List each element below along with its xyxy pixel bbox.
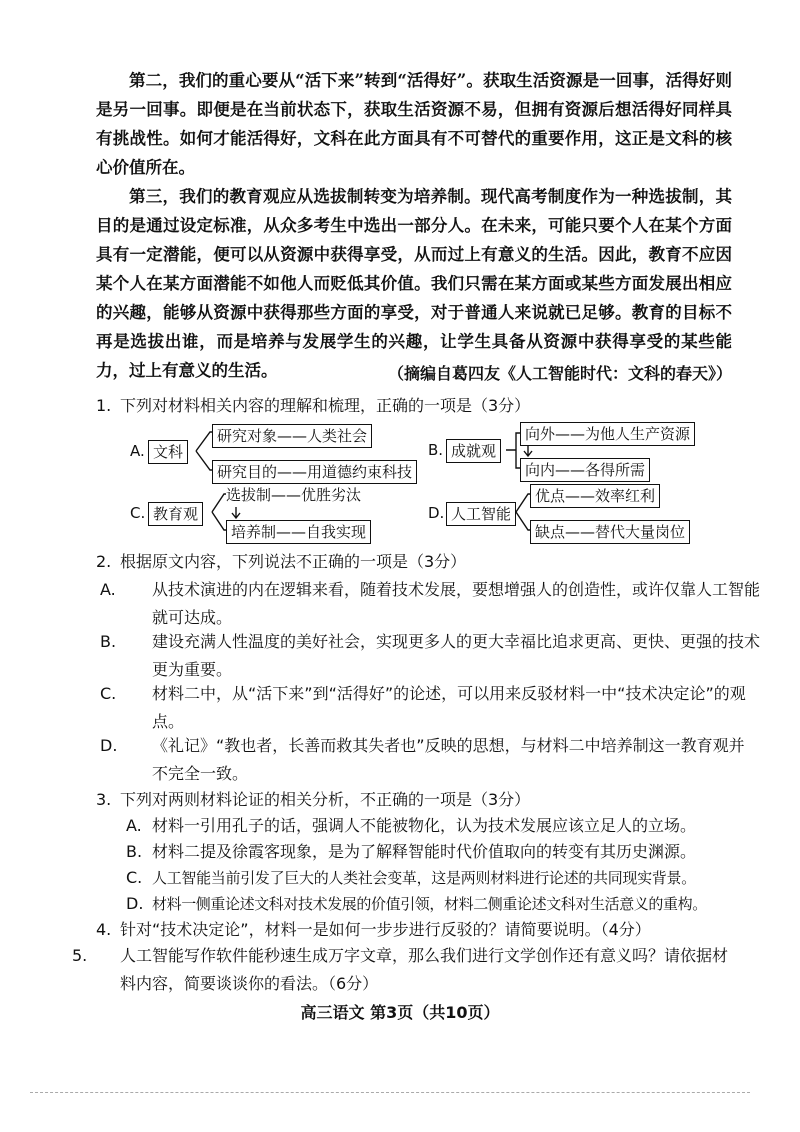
question-stem: 下列对两则材料论证的相关分析，不正确的一项是（3分） <box>120 790 531 809</box>
q3-option-c <box>126 864 734 892</box>
question-stem: 针对“技术决定论”，材料一是如何一步步进行反驳的？请简要说明。（4分） <box>120 920 651 939</box>
option-d-diagram <box>428 484 728 542</box>
top-box: 向外——为他人生产资源 <box>520 422 695 446</box>
question-number: 4. <box>96 920 112 939</box>
option-text: 材料一侧重论述文科对技术发展的价值引领，材料二侧重论述文科对生活意义的重构。 <box>152 895 707 913</box>
option-letter: C. <box>130 504 146 522</box>
concept-box: 文科 <box>148 440 188 464</box>
option-text: 材料二中，从“活下来”到“活得好”的论述，可以用来反驳材料一中“技术决定论”的观点。 <box>152 684 746 731</box>
page-footer: 高三语文 第3页（共10页） <box>300 1003 500 1022</box>
option-text: 《礼记》“教也者，长善而救其失者也”反映的思想，与材料二中培养制这一教育观并不完全一致。 <box>152 736 745 783</box>
question-2 <box>96 548 736 576</box>
option-text: 人工智能当前引发了巨大的人类社会变革，这是两则材料进行论述的共同现实背景。 <box>152 869 696 887</box>
option-text: 从技术演进的内在逻辑来看，随着技术发展，要想增强人的创造性，或许仅靠人工智能就可达成。 <box>152 580 761 627</box>
q2-option-c <box>100 680 760 736</box>
q3-option-a <box>126 812 734 840</box>
option-text: 建设充满人性温度的美好社会，实现更多人的更大幸福比追求更高、更快、更强的技术更为重要。 <box>152 632 761 679</box>
option-a-diagram <box>130 424 430 490</box>
question-number: 3. <box>96 790 112 809</box>
q3-option-d <box>126 890 734 918</box>
q2-option-b <box>100 628 761 684</box>
concept-box: 人工智能 <box>446 502 516 526</box>
paragraph-3: 第三，我们的教育观应从选拔制转变为培养制。现代高考制度作为一种选拔制，其目的是通过设定标准，从众多考生中选出一部分人。在未来，可能只要个人在某个方面具有一定潜能，便可以从资源中获得享受，从而过上有意义的生活。因此，教育不应因某个人在某方面潜能不如他人而贬低其价值。我们只需在某方面或某些方面发展出相应的兴趣，能够从资源中获得那些方面的享受，对于普通人来说就已足够。教育的目标不再是选拔出谁，而是培养与发展学生的兴趣，让学生具备从资源中获得享受的某些能力，过上有意义的生活。 <box>96 187 732 380</box>
option-letter: A. <box>130 442 145 460</box>
top-box: 优点——效率红利 <box>530 484 660 508</box>
concept-box: 教育观 <box>148 502 203 526</box>
question-3 <box>96 786 736 814</box>
question-number: 5. <box>72 946 88 965</box>
question-4 <box>96 916 736 944</box>
question-stem: 下列对材料相关内容的理解和梳理，正确的一项是（3分） <box>120 396 531 415</box>
option-letter: B. <box>126 842 143 861</box>
question-5 <box>72 942 736 998</box>
option-letter: A. <box>100 580 116 599</box>
question-stem: 根据原文内容，下列说法不正确的一项是（3分） <box>120 552 467 571</box>
option-b-diagram <box>428 422 728 492</box>
bottom-box: 培养制——自我实现 <box>226 520 371 544</box>
question-number: 1. <box>96 396 112 415</box>
option-text: 材料二提及徐霞客现象，是为了解释智能时代价值取向的转变有其历史渊源。 <box>152 842 697 861</box>
page-divider <box>30 1092 750 1093</box>
paragraph-2: 第二，我们的重心要从“活下来”转到“活得好”。获取生活资源是一回事，活得好则是另一回事。即便是在当前状态下，获取生活资源不易，但拥有资源后想活得好同样具有挑战性。如何才能活得好，文科在此方面具有不可替代的重要作用，这正是文科的核心价值所在。 <box>96 71 732 177</box>
option-letter: A. <box>126 816 142 835</box>
q2-option-a <box>100 576 761 632</box>
option-letter: D. <box>126 894 144 913</box>
option-letter: D. <box>100 736 118 755</box>
question-1 <box>96 392 736 420</box>
bottom-box: 研究目的——用道德约束科技 <box>212 460 417 484</box>
bottom-box: 缺点——替代大量岗位 <box>530 520 690 544</box>
bottom-box: 向内——各得所需 <box>520 458 650 482</box>
q3-option-b <box>126 838 734 866</box>
option-letter: C. <box>100 684 117 703</box>
option-c-diagram <box>130 484 430 542</box>
top-label: 选拔制——优胜劣汰 <box>226 486 362 504</box>
option-letter: B. <box>428 441 444 459</box>
option-letter: C. <box>126 868 143 887</box>
option-letter: B. <box>100 632 117 651</box>
concept-box: 成就观 <box>446 439 501 463</box>
q2-option-d <box>100 732 760 788</box>
question-number: 2. <box>96 552 112 571</box>
source-citation: （摘编自葛四友《人工智能时代：文科的春天》） <box>387 364 732 383</box>
top-box: 研究对象——人类社会 <box>212 424 372 448</box>
option-text: 材料一引用孔子的话，强调人不能被物化，认为技术发展应该立足人的立场。 <box>152 816 697 835</box>
question-stem: 人工智能写作软件能秒速生成万字文章，那么我们进行文学创作还有意义吗？请依据材料内容，简要谈谈你的看法。（6分） <box>120 946 729 993</box>
option-letter: D. <box>428 504 445 522</box>
